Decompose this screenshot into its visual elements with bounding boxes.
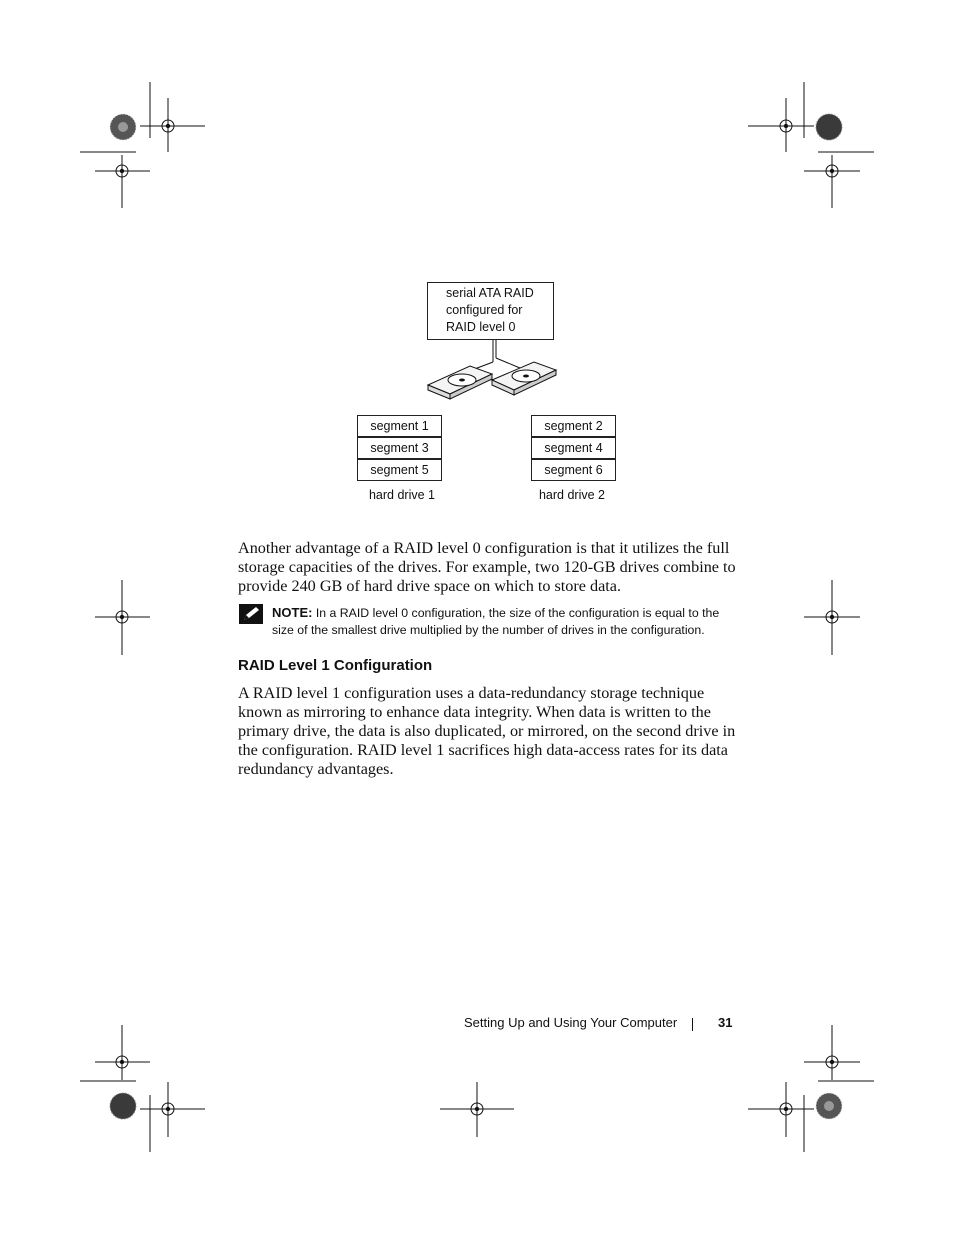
hard-drive-2-icon (492, 362, 556, 395)
body-paragraph: A RAID level 1 configuration uses a data-redundancy storage technique known as mirroring to enhance data integrity. When data is written to the primary drive, the data is also duplicated, or mirrored, on the second drive in the configuration. RAID level 1 sacrifices high data-access rates for its data redundancy advantages. (238, 684, 736, 778)
drive-label: hard drive 1 (368, 488, 435, 502)
segment-cell: segment 2 (531, 415, 616, 437)
footer-section-title: Setting Up and Using Your Computer (464, 1015, 678, 1030)
raid-config-box (427, 282, 554, 340)
section-heading: RAID Level 1 Configuration (238, 657, 433, 674)
page-number: 31 (718, 1015, 733, 1030)
drive-label: hard drive 2 (538, 488, 605, 502)
raid-box-line: configured for (446, 303, 523, 317)
note-label: NOTE: (272, 605, 313, 620)
raid-box-line: serial ATA RAID (446, 286, 534, 300)
note-block (272, 604, 742, 639)
segment-cell: segment 1 (357, 415, 442, 437)
body-paragraph: Another advantage of a RAID level 0 configuration is that it utilizes the full storage capacities of the drives. For example, two 120-GB drives combine to provide 240 GB of hard drive space on which to store data. (238, 539, 736, 595)
hard-drives-illustration (420, 340, 560, 410)
hard-drive-1-icon (428, 366, 492, 399)
segment-cell: segment 6 (531, 459, 616, 481)
raid-box-line: RAID level 0 (446, 320, 516, 334)
note-text: In a RAID level 0 configuration, the size of the configuration is equal to the size of the smallest drive multiplied by the number of drives in the configuration. (272, 606, 720, 637)
segment-cell: segment 3 (357, 437, 442, 459)
footer-divider (692, 1018, 693, 1031)
segment-cell: segment 4 (531, 437, 616, 459)
segment-cell: segment 5 (357, 459, 442, 481)
note-pencil-icon (239, 604, 263, 624)
